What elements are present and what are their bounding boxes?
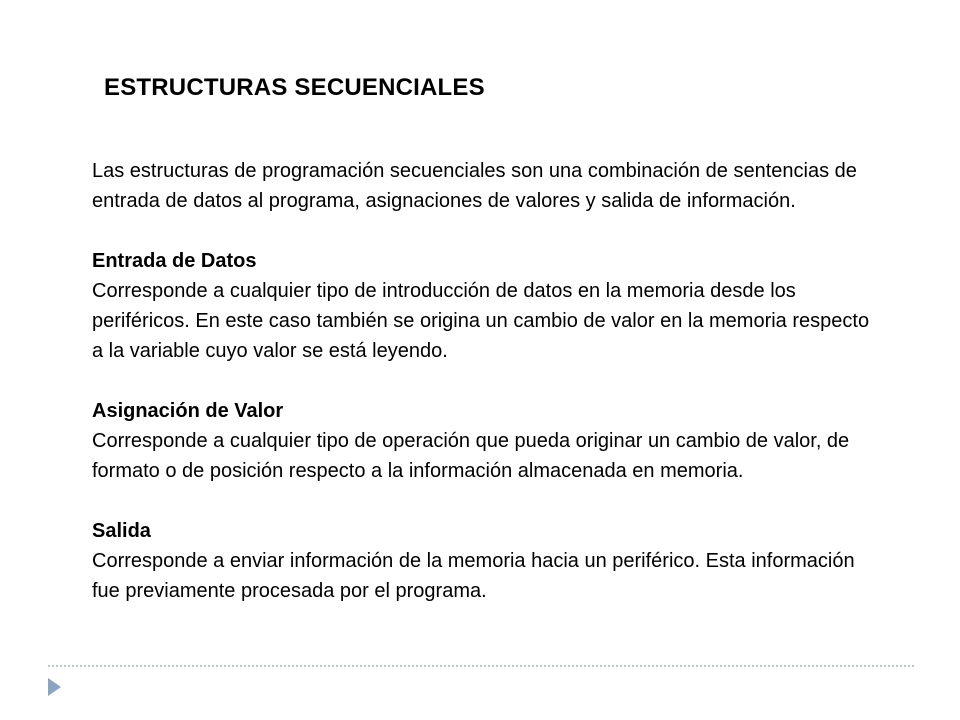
section-salida bbox=[92, 516, 872, 606]
section-entrada-de-datos bbox=[92, 246, 872, 366]
section-body: Corresponde a cualquier tipo de operación que pueda originar un cambio de valor, de formato o de posición respecto a la información almacenada en memoria. bbox=[92, 430, 850, 482]
intro-paragraph: Las estructuras de programación secuenciales son una combinación de sentencias de entrada de datos al programa, asignaciones de valores y salida de información. bbox=[92, 160, 857, 212]
triangle-right-icon bbox=[48, 678, 61, 696]
footer-divider bbox=[48, 665, 914, 667]
section-asignacion-de-valor bbox=[92, 396, 872, 486]
slide-title: ESTRUCTURAS SECUENCIALES bbox=[104, 74, 485, 101]
slide-content bbox=[92, 156, 872, 606]
section-body: Corresponde a enviar información de la memoria hacia un periférico. Esta información fue previamente procesada por el programa. bbox=[92, 550, 855, 602]
section-heading: Asignación de Valor bbox=[92, 400, 284, 422]
section-heading: Entrada de Datos bbox=[92, 250, 257, 272]
section-heading: Salida bbox=[92, 520, 151, 542]
section-body: Corresponde a cualquier tipo de introducción de datos en la memoria desde los periféricos. En este caso también se origina un cambio de valor en la memoria respecto a la variable cuyo valor se está leyendo. bbox=[92, 280, 870, 362]
